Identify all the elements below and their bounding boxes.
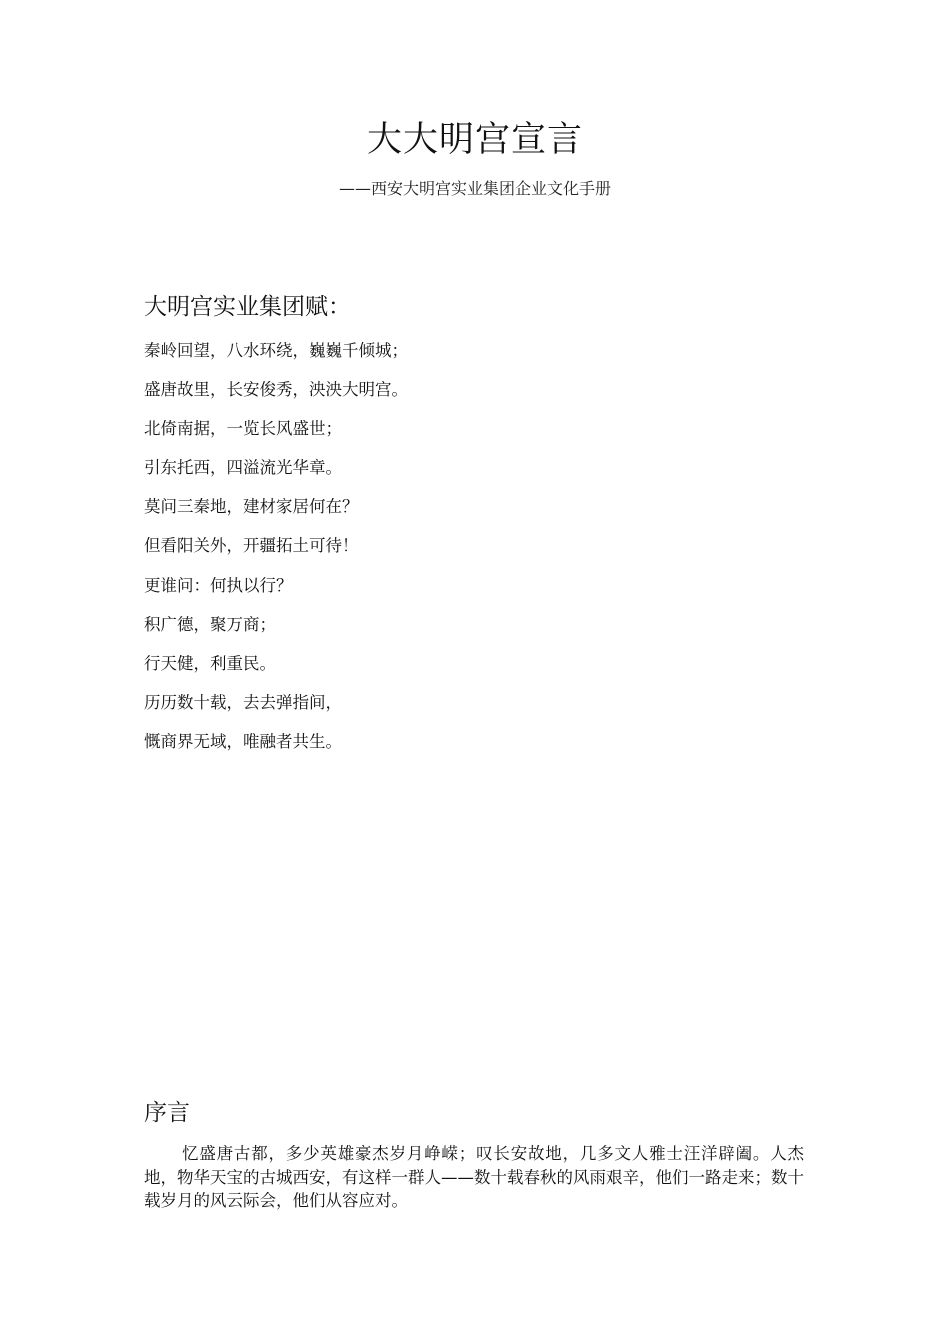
document-title: 大大明宫宣言 bbox=[366, 120, 583, 160]
document-subtitle: ——西安大明宫实业集团企业文化手册 bbox=[338, 179, 611, 198]
ode-line: 慨商界无域，唯融者共生。 bbox=[144, 731, 342, 751]
ode-heading: 大明宫实业集团赋： bbox=[144, 294, 351, 320]
ode-line: 北倚南据，一览长风盛世； bbox=[144, 419, 342, 439]
ode-verse-list bbox=[144, 338, 408, 768]
ode-line: 行天健，利重民。 bbox=[144, 653, 276, 673]
ode-line: 积广德，聚万商； bbox=[144, 614, 276, 634]
ode-line: 莫问三秦地，建材家居何在？ bbox=[144, 497, 359, 517]
ode-line: 引东托西，四溢流光华章。 bbox=[144, 458, 342, 478]
preface-heading: 序言 bbox=[144, 1100, 190, 1126]
ode-line: 更谁问：何执以行？ bbox=[144, 575, 293, 595]
ode-line: 历历数十载，去去弹指间， bbox=[144, 692, 342, 712]
ode-line: 盛唐故里，长安俊秀，泱泱大明宫。 bbox=[144, 380, 408, 400]
preface-paragraph: 忆盛唐古都，多少英雄豪杰岁月峥嵘；叹长安故地，几多文人雅士汪洋辟阖。人杰地，物华天宝的古城西安，有这样一群人——数十载春秋的风雨艰辛，他们一路走来；数十载岁月的风云际会，他们从容应对。 bbox=[144, 1144, 804, 1210]
ode-line: 但看阳关外，开疆拓土可待！ bbox=[144, 536, 359, 556]
ode-line: 秦岭回望，八水环绕，巍巍千倾城； bbox=[144, 341, 408, 360]
